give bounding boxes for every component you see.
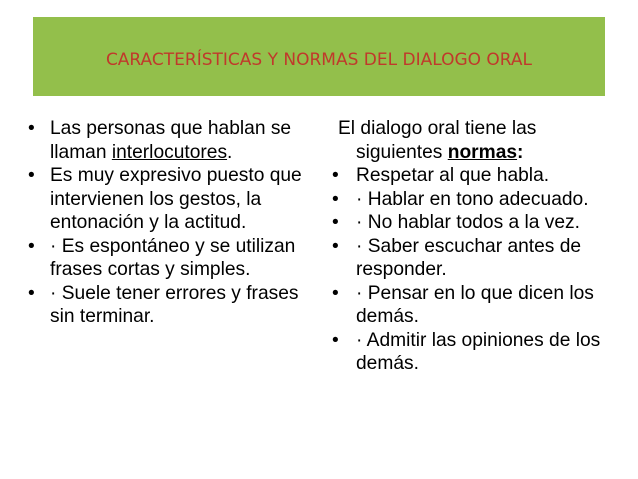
list-item xyxy=(14,235,314,282)
list-item xyxy=(322,211,632,235)
bullet-icon: • xyxy=(332,235,339,257)
item-text: · Pensar en lo que dicen los demás. xyxy=(356,282,594,327)
list-item xyxy=(322,188,632,212)
item-text-end: . xyxy=(227,141,233,163)
item-text: Respetar al que habla. xyxy=(356,165,550,186)
intro-text: siguientes xyxy=(356,141,448,163)
intro-colon: : xyxy=(517,141,524,163)
list-item xyxy=(322,235,632,282)
bullet-icon: • xyxy=(332,188,339,210)
item-text: · Saber escuchar antes de responder. xyxy=(356,235,582,280)
item-text: · Admitir las opiniones de los demás. xyxy=(356,329,601,374)
bullet-icon: • xyxy=(332,282,339,304)
item-text: · Suele tener errores y frases sin terminar. xyxy=(50,282,299,327)
list-item xyxy=(14,164,314,235)
bullet-icon: • xyxy=(332,329,339,351)
list-item xyxy=(14,282,314,329)
bullet-icon: • xyxy=(28,235,35,257)
intro-line: El dialogo oral tiene las xyxy=(338,118,537,139)
list-item xyxy=(322,329,632,376)
intro-line-2 xyxy=(322,141,632,165)
item-text: · Hablar en tono adecuado. xyxy=(356,188,589,210)
bullet-icon: • xyxy=(332,165,339,186)
list-item xyxy=(322,164,632,188)
item-text: · Es espontáneo y se utilizan frases cortas y simples. xyxy=(50,235,296,280)
left-column xyxy=(14,117,314,329)
item-text: Es muy expresivo puesto que intervienen los gestos, la entonación y la actitud. xyxy=(50,165,302,233)
slide-title: CARACTERÍSTICAS Y NORMAS DEL DIALOGO ORAL xyxy=(105,49,533,70)
list-item xyxy=(322,282,632,329)
bullet-icon: • xyxy=(332,212,339,233)
underlined-term: interlocutores xyxy=(111,141,228,163)
bullet-icon: • xyxy=(28,165,35,186)
right-column xyxy=(322,117,632,376)
bullet-icon: • xyxy=(28,118,35,139)
item-text: Las personas que hablan se llaman xyxy=(50,118,292,163)
list-item xyxy=(14,117,314,164)
item-text: · No hablar todos a la vez. xyxy=(356,212,580,233)
title-banner xyxy=(33,17,605,96)
bold-underlined-term: normas xyxy=(447,141,518,163)
bullet-icon: • xyxy=(28,282,35,304)
